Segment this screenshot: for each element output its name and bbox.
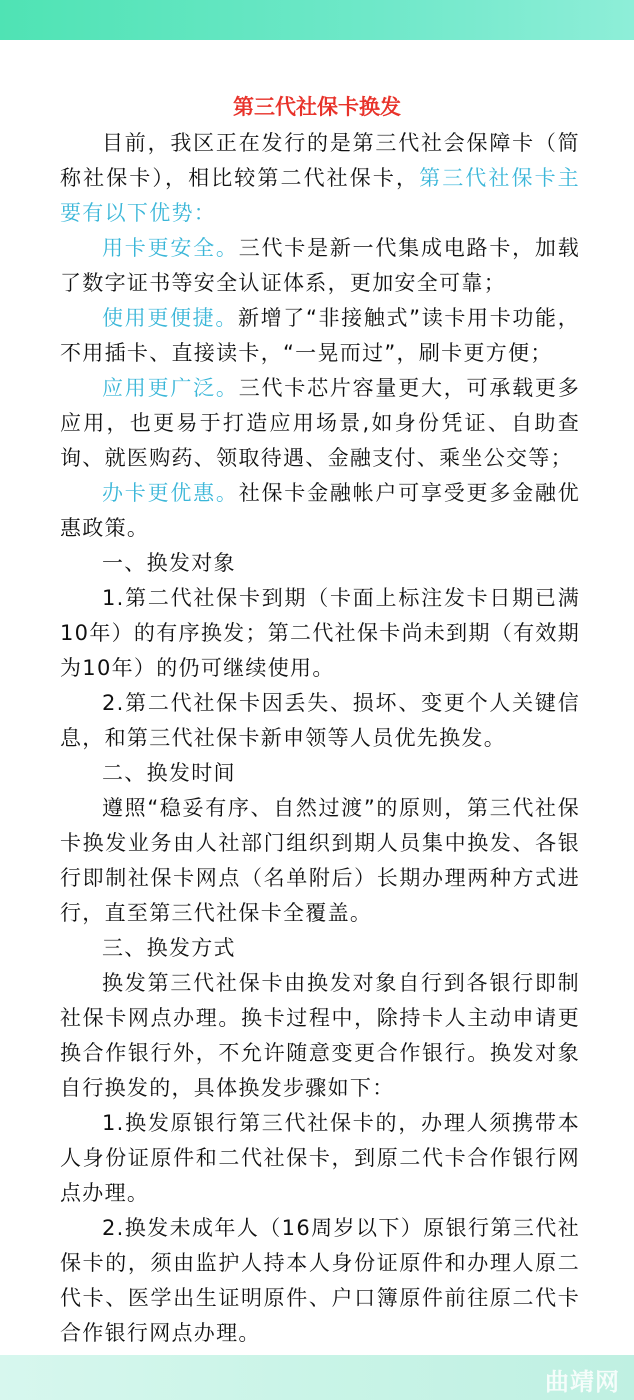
paragraph-advantage-applications: 应用更广泛。三代卡芯片容量更大，可承载更多应用，也更易于打造应用场景,如身份凭证、自助查询、就医购药、领取待遇、金融支付、乘坐公交等； bbox=[60, 376, 580, 470]
paragraph-advantage-discounts: 办卡更优惠。社保卡金融帐户可享受更多金融优惠政策。 bbox=[60, 481, 580, 540]
top-decorative-band bbox=[0, 0, 634, 40]
paragraph-method-step-1: 1.换发原银行第三代社保卡的，办理人须携带本人身份证原件和二代社保卡，到原二代卡合作银行网点办理。 bbox=[60, 1111, 580, 1205]
bottom-decorative-band bbox=[0, 1355, 634, 1400]
paragraph-targets-2: 2.第二代社保卡因丢失、损坏、变更个人关键信息，和第三代社保卡新申领等人员优先换发。 bbox=[60, 691, 580, 750]
paragraph-method-step-2: 2.换发未成年人（16周岁以下）原银行第三代社保卡的，须由监护人持本人身份证原件和办理人原二代卡、医学出生证明原件、户口簿原件前往原二代卡合作银行网点办理。 bbox=[60, 1216, 580, 1345]
section-heading-time: 二、换发时间 bbox=[102, 761, 236, 785]
section-heading-targets: 一、换发对象 bbox=[102, 551, 236, 575]
paragraph-advantage-safety: 用卡更安全。三代卡是新一代集成电路卡，加载了数字证书等安全认证体系，更加安全可靠； bbox=[60, 236, 580, 295]
paragraph-method: 换发第三代社保卡由换发对象自行到各银行即制社保卡网点办理。换卡过程中，除持卡人主动申请更换合作银行外，不允许随意变更合作银行。换发对象自行换发的，具体换发步骤如下： bbox=[60, 971, 580, 1100]
document-body bbox=[60, 126, 580, 1351]
paragraph-targets-1: 1.第二代社保卡到期（卡面上标注发卡日期已满10年）的有序换发；第二代社保卡尚未到期（有效期为10年）的仍可继续使用。 bbox=[60, 586, 580, 680]
paragraph-advantage-convenience: 使用更便捷。新增了“非接触式”读卡用卡功能，不用插卡、直接读卡，“一晃而过”，刷卡更方便； bbox=[60, 306, 580, 365]
paragraph-time: 遵照“稳妥有序、自然过渡”的原则，第三代社保卡换发业务由人社部门组织到期人员集中换发、各银行即制社保卡网点（名单附后）长期办理两种方式进行，直至第三代社保卡全覆盖。 bbox=[60, 796, 580, 925]
watermark-logo: 曲靖网 bbox=[545, 1368, 620, 1396]
section-heading-method: 三、换发方式 bbox=[102, 936, 236, 960]
document-title: 第三代社保卡换发 bbox=[233, 95, 401, 119]
paragraph-intro: 目前，我区正在发行的是第三代社会保障卡（简称社保卡），相比较第二代社保卡，第三代社保卡主要有以下优势： bbox=[60, 131, 580, 225]
